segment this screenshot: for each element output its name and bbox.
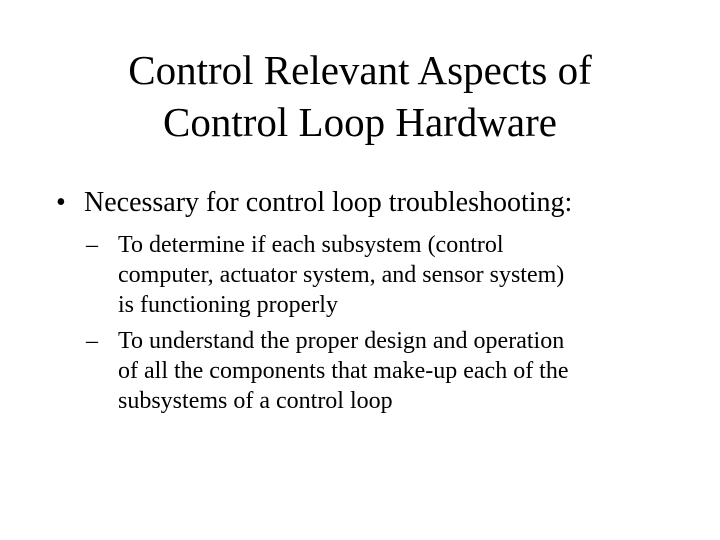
title-line-1: Control Relevant Aspects of (128, 47, 592, 93)
sub-bullet-line: To understand the proper design and operation (118, 328, 565, 354)
bullet-item (56, 186, 696, 220)
sub-bullet-line: To determine if each subsystem (control (118, 232, 504, 258)
bullet-text: Necessary for control loop troubleshooting: (84, 187, 573, 218)
sub-bullet-list (86, 230, 696, 416)
sub-bullet-item (86, 326, 696, 416)
sub-bullet-line: is functioning properly (118, 292, 338, 318)
sub-bullet-line: subsystems of a control loop (118, 388, 393, 414)
bullet-marker: • (56, 187, 66, 218)
sub-bullet-line: of all the components that make-up each of the (118, 358, 569, 384)
sub-bullet-marker: – (86, 328, 98, 354)
sub-bullet-marker: – (86, 232, 98, 258)
sub-bullet-text (118, 230, 696, 320)
sub-bullet-text (118, 326, 696, 416)
sub-bullet-line: computer, actuator system, and sensor system) (118, 262, 565, 288)
title-line-2: Control Loop Hardware (163, 99, 557, 145)
slide-title (0, 44, 720, 148)
slide-body (56, 186, 696, 422)
sub-bullet-item (86, 230, 696, 320)
